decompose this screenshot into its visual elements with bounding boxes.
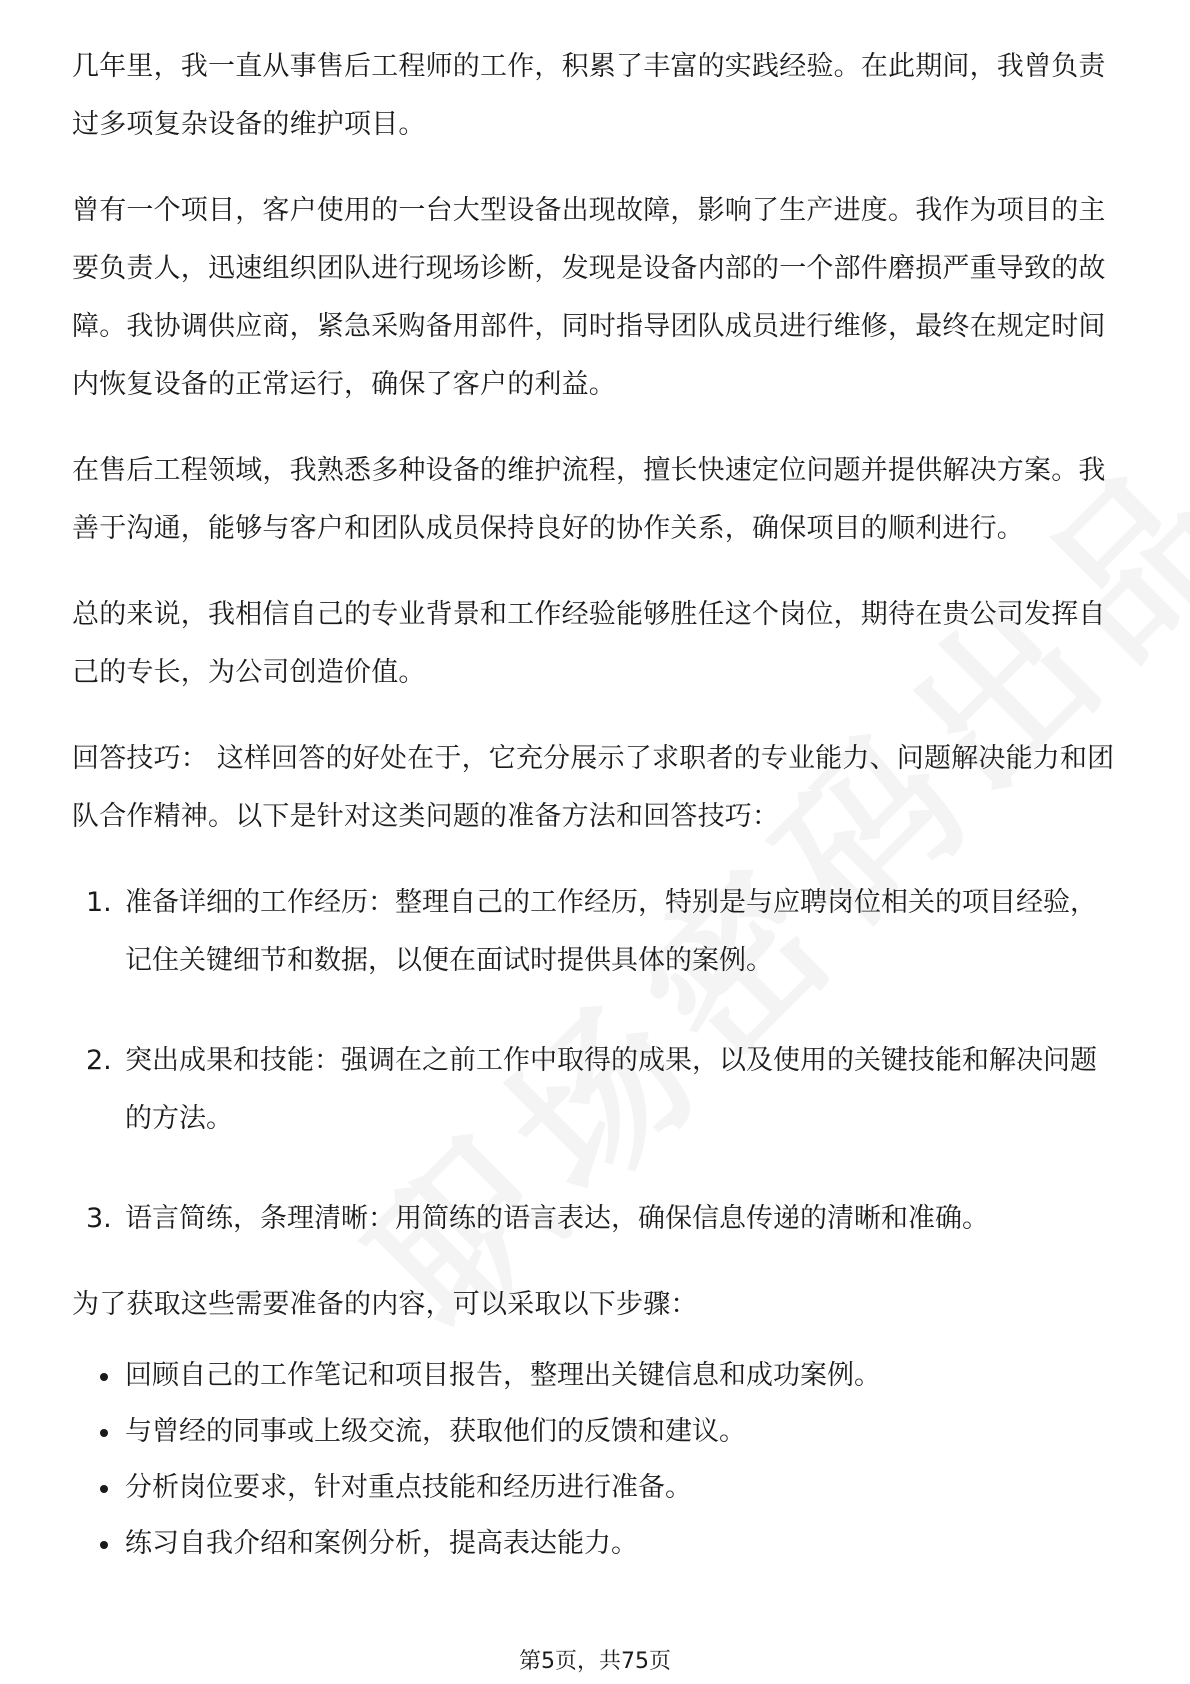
list-number: 2. — [86, 1045, 112, 1076]
paragraph-project: 曾有一个项目，客户使用的一台大型设备出现故障，影响了生产进度。我作为项目的主要负责人，迅速组织团队进行现场诊断，发现是设备内部的一个部件磨损严重导致的故障。我协调供应商，紧急采购备用部件，同时指导团队成员进行维修，最终在规定时间内恢复设备的正常运行，确保了客户的利益。 — [72, 195, 1106, 400]
list-item — [72, 1032, 1122, 1148]
paragraph-intro: 为了获取这些需要准备的内容，可以采取以下步骤： — [72, 1289, 698, 1320]
list-item-text: 语言简练，条理清晰：用简练的语言表达，确保信息传递的清晰和准确。 — [125, 1203, 989, 1234]
numbered-list — [72, 874, 1122, 1248]
bullet-text: 练习自我介绍和案例分析，提高表达能力。 — [125, 1528, 638, 1559]
bullet-text: 回顾自己的工作笔记和项目报告，整理出关键信息和成功案例。 — [125, 1360, 881, 1391]
bullet-icon — [72, 1404, 125, 1460]
paragraph-skills: 在售后工程领域，我熟悉多种设备的维护流程，擅长快速定位问题并提供解决方案。我善于沟通，能够与客户和团队成员保持良好的协作关系，确保项目的顺利进行。 — [72, 455, 1106, 544]
bullet-text: 分析岗位要求，针对重点技能和经历进行准备。 — [125, 1472, 692, 1503]
bullet-text: 与曾经的同事或上级交流，获取他们的反馈和建议。 — [125, 1416, 746, 1447]
list-number: 3. — [86, 1203, 112, 1234]
paragraph-tips: 回答技巧： 这样回答的好处在于，它充分展示了求职者的专业能力、问题解决能力和团队合作精神。以下是针对这类问题的准备方法和回答技巧： — [72, 743, 1115, 832]
bullet-item — [72, 1460, 1122, 1516]
bullet-item — [72, 1404, 1122, 1460]
bullet-item — [72, 1516, 1122, 1572]
document-body — [72, 38, 1122, 1572]
list-item-text: 准备详细的工作经历：整理自己的工作经历，特别是与应聘岗位相关的项目经验，记住关键细节和数据，以便在面试时提供具体的案例。 — [125, 887, 1097, 976]
list-number: 1. — [86, 887, 112, 918]
bullet-list — [72, 1348, 1122, 1572]
page-number-footer: 第5页，共75页 — [519, 1649, 671, 1674]
list-item — [72, 874, 1122, 990]
bullet-icon — [72, 1516, 125, 1572]
paragraph-summary: 总的来说，我相信自己的专业背景和工作经验能够胜任这个岗位，期待在贵公司发挥自己的专长，为公司创造价值。 — [72, 599, 1106, 688]
paragraph-experience: 几年里，我一直从事售后工程师的工作，积累了丰富的实践经验。在此期间，我曾负责过多项复杂设备的维护项目。 — [72, 51, 1106, 140]
bullet-icon — [72, 1348, 125, 1404]
bullet-icon — [72, 1460, 125, 1516]
list-item-text: 突出成果和技能：强调在之前工作中取得的成果，以及使用的关键技能和解决问题的方法。 — [125, 1045, 1097, 1134]
list-item — [72, 1190, 1122, 1248]
bullet-item — [72, 1348, 1122, 1404]
